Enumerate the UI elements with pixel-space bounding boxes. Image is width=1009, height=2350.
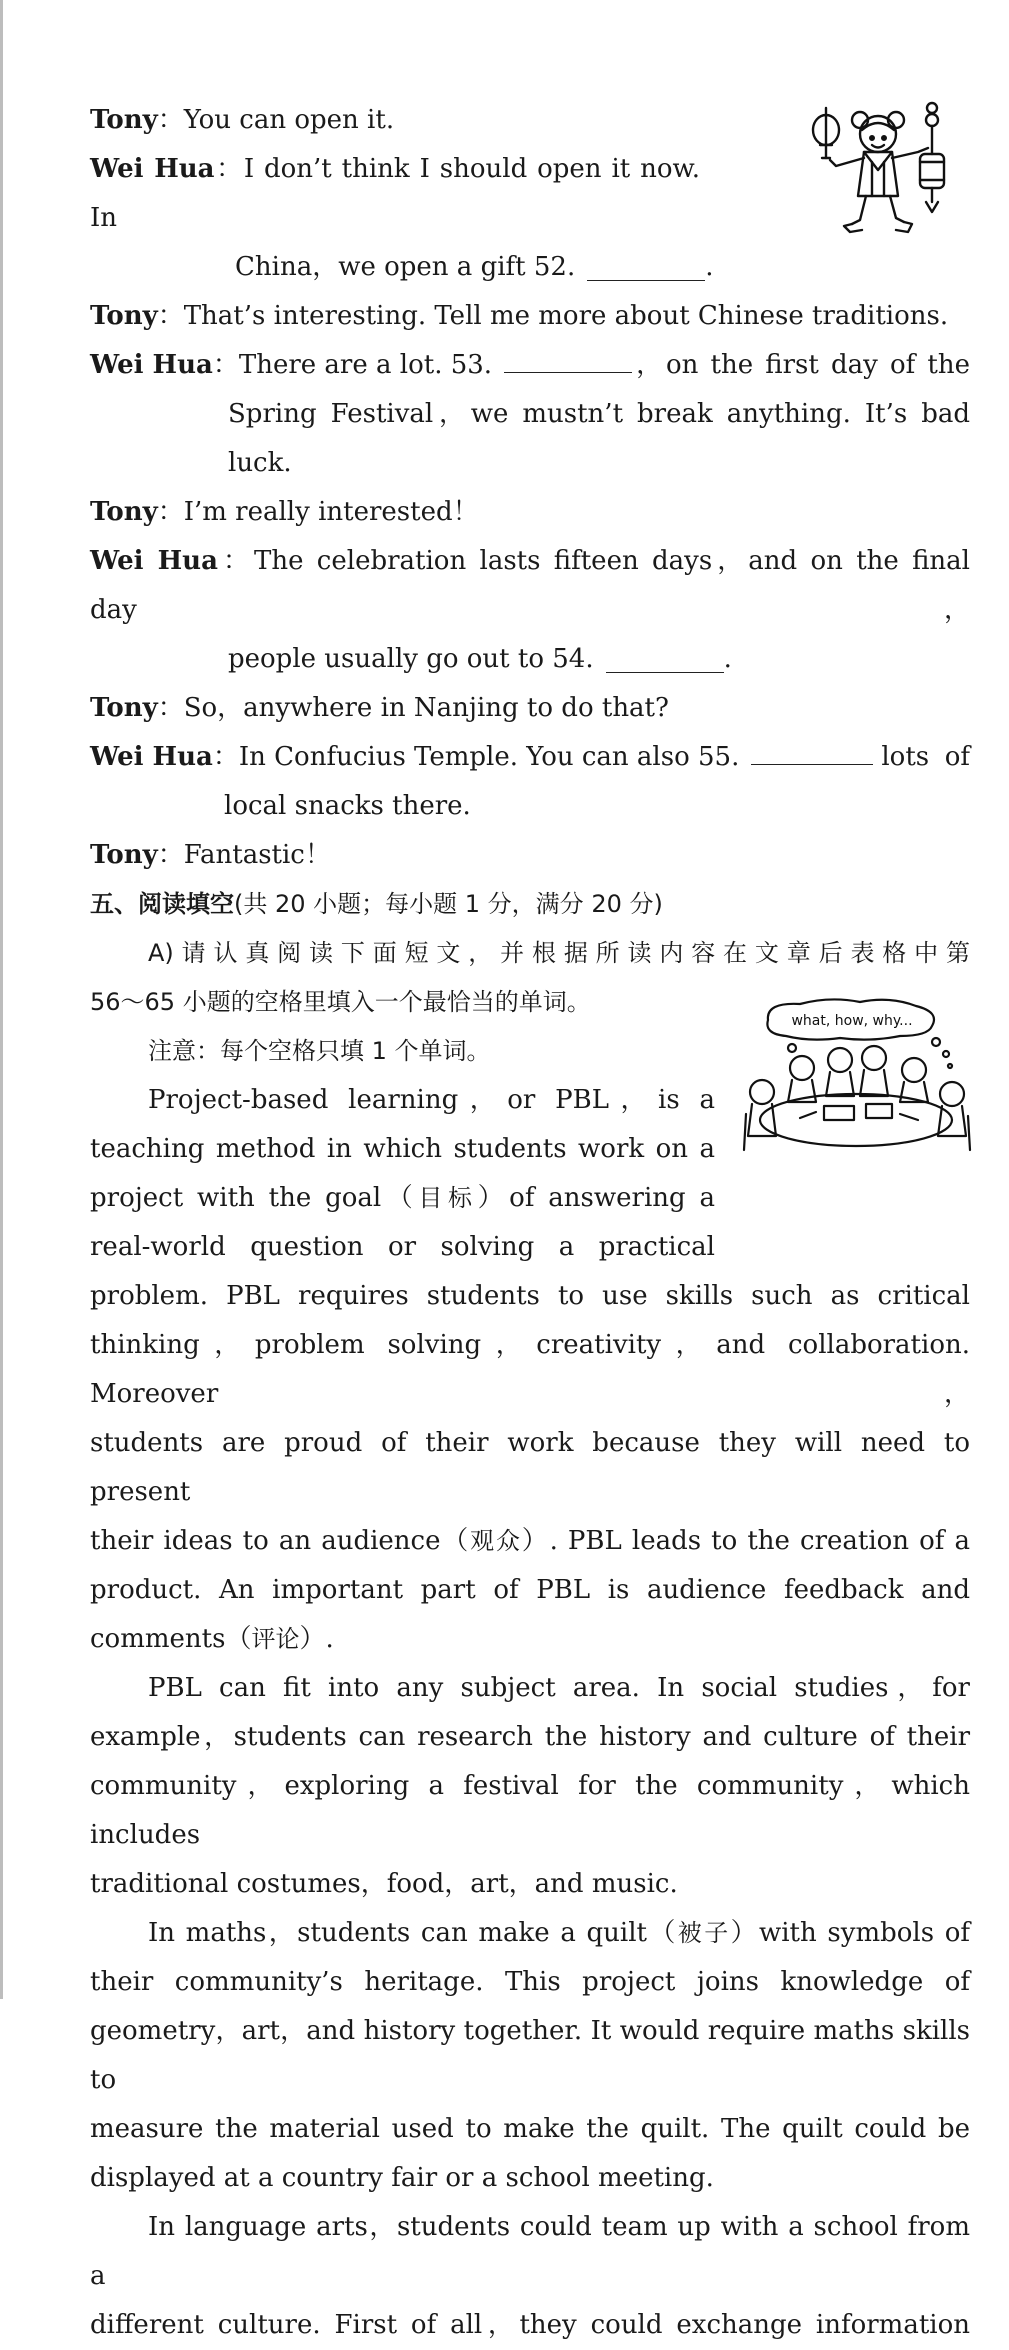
passage-text: In maths，students can make a quilt（: [148, 1918, 678, 1948]
dialogue-text: people usually go out to 54.: [228, 644, 594, 674]
dialogue-text: ：You can open it.: [157, 105, 395, 135]
passage-line: [90, 1860, 970, 1909]
instruction-text: A)请认真阅读下面短文，并根据所读内容在文章后表格中第: [148, 939, 970, 967]
passage-line: [90, 1664, 970, 1713]
speaker-name: Wei Hua: [90, 154, 215, 184]
passage-line: [90, 1321, 970, 1419]
dialogue-text: ：So，anywhere in Nanjing to do that?: [157, 693, 669, 723]
speaker-name: Tony: [90, 105, 158, 135]
dialogue-text: .: [705, 252, 714, 282]
girl-with-lanterns-illustration: [800, 100, 970, 240]
passage-text: problem. PBL requires students to use skills such as critical: [90, 1281, 970, 1311]
dialogue-text: .: [723, 644, 732, 674]
dialogue-line-2: [90, 145, 700, 243]
dialogue-line-13: [90, 782, 970, 831]
passage-text: geometry，art，and history together. It would require maths skills to: [90, 2016, 970, 2095]
passage-line: [90, 1615, 970, 1664]
dialogue-line-5: [90, 341, 970, 390]
speaker-name: Tony: [90, 301, 158, 331]
blank-55[interactable]: [751, 734, 873, 765]
dialogue-text: ：I don’t think I should open it now. In: [90, 154, 700, 233]
passage-text: project with the goal（: [90, 1183, 419, 1213]
passage-line: [90, 1419, 970, 1517]
dialogue-line-11: [90, 684, 970, 733]
passage-text: ）.: [299, 1624, 334, 1654]
passage-text: comments（: [90, 1624, 252, 1654]
passage-text: ）with symbols of: [730, 1918, 970, 1948]
note-text: 注意：每个空格只填 1 个单词。: [148, 1037, 491, 1065]
dialogue-text: ：Fantastic！: [157, 840, 331, 870]
dialogue-text: ：I’m really interested！: [157, 497, 479, 527]
dialogue-line-12: [90, 733, 970, 782]
passage-text: Project-based learning，or PBL，is a: [148, 1085, 715, 1115]
dialogue-line-8: [90, 488, 970, 537]
page-content: [90, 96, 970, 2350]
passage-text: students are proud of their work because they will need to present: [90, 1428, 970, 1507]
dialogue-text: ：The celebration lasts fifteen days，and on the final day，: [90, 546, 970, 625]
dialogue-text: ，on the first day of the: [636, 350, 970, 380]
dialogue-text: ：That’s interesting. Tell me more about Chinese traditions.: [157, 301, 949, 331]
students-discussion-illustration: [740, 996, 972, 1156]
passage-text: product. An important part of PBL is audience feedback and: [90, 1575, 970, 1605]
passage-line: [90, 1272, 970, 1321]
passage-text: thinking，problem solving，creativity，and collaboration. Moreover，: [90, 1330, 970, 1409]
passage-text: PBL can fit into any subject area. In social studies，for: [148, 1673, 970, 1703]
section-scoring: (共 20 小题；每小题 1 分，满分 20 分): [234, 890, 663, 918]
dialogue-line-4: [90, 292, 970, 341]
section-heading: [90, 880, 970, 929]
passage-text: measure the material used to make the quilt. The quilt could be: [90, 2114, 970, 2144]
passage-text: example，students can research the history and culture of their: [90, 1722, 970, 1752]
passage-text: community，exploring a festival for the community，which includes: [90, 1771, 970, 1850]
speaker-name: Tony: [90, 693, 158, 723]
passage-line: [90, 1223, 715, 1272]
passage-line: [90, 1762, 970, 1860]
speaker-name: Tony: [90, 840, 158, 870]
passage-text: their ideas to an audience（: [90, 1526, 471, 1556]
speaker-name: Tony: [90, 497, 158, 527]
chinese-gloss: 被子: [677, 1919, 731, 1947]
section-title: 五、阅读填空: [90, 890, 234, 918]
dialogue-text: ：There are a lot. 53.: [212, 350, 493, 380]
passage-line: [90, 1076, 715, 1125]
dialogue-line-7: [90, 439, 970, 488]
instruction-line-1: [90, 929, 970, 978]
passage-line: [90, 1909, 970, 1958]
passage-line: [90, 1566, 970, 1615]
chinese-gloss: 目标: [418, 1184, 478, 1212]
dialogue-text: local snacks there.: [224, 791, 471, 821]
dialogue-text: Spring Festival，we mustn’t break anything. It’s bad: [228, 399, 970, 429]
dialogue-line-10: [90, 635, 970, 684]
passage-text: teaching method in which students work on a: [90, 1134, 715, 1164]
blank-54[interactable]: [606, 642, 724, 673]
chinese-gloss: 评论: [251, 1625, 300, 1653]
passage-line: [90, 1125, 715, 1174]
passage-line: [90, 1517, 970, 1566]
passage-text: ）of answering a: [477, 1183, 716, 1213]
dialogue-text: China，we open a gift 52.: [235, 252, 576, 282]
passage-line: [90, 1713, 970, 1762]
thought-bubble-text: what, how, why...: [791, 1013, 913, 1029]
passage-text: ）. PBL leads to the creation of a: [521, 1526, 970, 1556]
passage-line: [90, 2154, 970, 2203]
passage-line: [90, 2203, 970, 2301]
dialogue-text: luck.: [228, 448, 292, 478]
chinese-gloss: 观众: [470, 1527, 522, 1555]
dialogue-line-6: [90, 390, 970, 439]
passage-line: [90, 1174, 715, 1223]
passage-text: their community’s heritage. This project joins knowledge of: [90, 1967, 970, 1997]
blank-52[interactable]: [587, 250, 705, 281]
passage-line: [90, 2301, 970, 2350]
passage-line: [90, 1958, 970, 2007]
page-edge: [0, 0, 3, 1999]
dialogue-line-3: [90, 243, 970, 292]
speaker-name: Wei Hua: [90, 546, 218, 576]
passage-text: real-world question or solving a practical: [90, 1232, 715, 1262]
dialogue-line-9: [90, 537, 970, 635]
passage-text: different culture. First of all，they could exchange information: [90, 2310, 970, 2340]
passage-text: traditional costumes，food，art，and music.: [90, 1869, 678, 1899]
speaker-name: Wei Hua: [90, 350, 213, 380]
dialogue-text: ：In Confucius Temple. You can also 55.: [212, 742, 740, 772]
passage-text: In language arts，students could team up with a school from a: [90, 2212, 970, 2291]
dialogue-line-14: [90, 831, 970, 880]
blank-53[interactable]: [504, 342, 632, 373]
passage-line: [90, 2105, 970, 2154]
passage-text: displayed at a country fair or a school meeting.: [90, 2163, 714, 2193]
dialogue-text: lots of: [881, 742, 970, 772]
passage-line: [90, 2007, 970, 2105]
instruction-text: 56～65 小题的空格里填入一个最恰当的单词。: [90, 988, 591, 1016]
speaker-name: Wei Hua: [90, 742, 213, 772]
